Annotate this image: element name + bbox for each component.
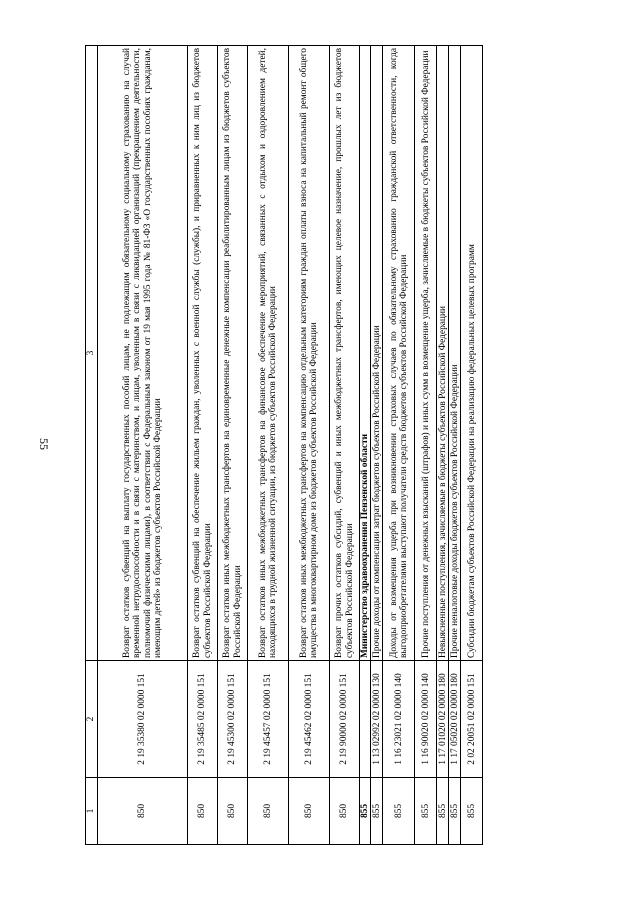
description-cell: Прочие поступления от денежных взысканий (штрафов) и иных сумм в возмещение ущерба, зачисляемые в бюджеты субъектов Российской Федерации (415, 46, 437, 661)
budget-code-cell: 1 13 02992 02 0000 130 (371, 661, 383, 778)
budget-code-cell: 2 19 35380 02 0000 151 (98, 661, 188, 778)
table-row (461, 46, 483, 845)
table-row (218, 46, 248, 845)
revenue-codes-table (85, 45, 483, 845)
admin-code-cell: 850 (248, 778, 289, 845)
budget-code-cell: 2 19 45462 02 0000 151 (289, 661, 330, 778)
description-cell: Возврат остатков иных межбюджетных трансфертов на финансовое обеспечение мероприятий, связанных с отдыхом и оздоровлением детей, находящихся в трудной жизненной ситуации, из бюджетов субъектов Российской Федерации (248, 46, 289, 661)
admin-code-cell: 850 (330, 778, 360, 845)
header-col-2: 2 (86, 661, 98, 778)
description-cell: Возврат остатков иных межбюджетных трансфертов на компенсацию отдельным категориям граждан оплаты взноса на капитальный ремонт общего имущества в многоквартирном доме из бюджетов субъектов Российской Федерации (289, 46, 330, 661)
budget-code-cell: 1 16 23021 02 0000 140 (383, 661, 415, 778)
table-row (98, 46, 188, 845)
admin-code-cell: 855 (415, 778, 437, 845)
header-col-1: 1 (86, 778, 98, 845)
budget-code-cell: 1 17 05020 02 0000 180 (449, 661, 461, 778)
description-cell: Невыясненные поступления, зачисляемые в бюджеты субъектов Российской Федерации (437, 46, 449, 661)
description-cell: Возврат остатков субвенций на обеспечение жильем граждан, уволенных с военной службы (службы), и приравненных к ним лиц из бюджетов субъектов Российской Федерации (188, 46, 218, 661)
budget-code-cell (360, 661, 371, 778)
table-row (371, 46, 383, 845)
description-cell: Субсидии бюджетам субъектов Российской Федерации на реализацию федеральных целевых программ (461, 46, 483, 661)
admin-code-cell: 855 (371, 778, 383, 845)
table-row (248, 46, 289, 845)
admin-code-cell: 855 (461, 778, 483, 845)
table-row (383, 46, 415, 845)
budget-code-cell: 2 19 35485 02 0000 151 (188, 661, 218, 778)
admin-code-cell: 855 (437, 778, 449, 845)
budget-code-cell: 2 19 45300 02 0000 151 (218, 661, 248, 778)
admin-code-cell: 855 (383, 778, 415, 845)
page-number: 55 (37, 438, 51, 450)
rotated-table-wrapper (85, 45, 538, 845)
table-header-row (86, 46, 98, 845)
budget-code-cell: 1 17 01020 02 0000 180 (437, 661, 449, 778)
table-row (415, 46, 437, 845)
table-row (289, 46, 330, 845)
budget-code-cell: 2 02 20051 02 0000 151 (461, 661, 483, 778)
description-cell: Возврат остатков иных межбюджетных трансфертов на единовременные денежные компенсации реабилитированным лицам из бюджетов субъектов Российской Федерации (218, 46, 248, 661)
admin-code-cell: 850 (98, 778, 188, 845)
admin-code-cell: 855 (360, 778, 371, 845)
admin-code-cell: 855 (449, 778, 461, 845)
budget-code-cell: 2 19 90000 02 0000 151 (330, 661, 360, 778)
header-col-3: 3 (86, 46, 98, 661)
description-cell: Возврат прочих остатков субсидий, субвенций и иных межбюджетных трансфертов, имеющих целевое назначение, прошлых лет из бюджетов субъектов Российской Федерации (330, 46, 360, 661)
table-row (437, 46, 449, 845)
description-cell: Прочие неналоговые доходы бюджетов субъектов Российской Федерации (449, 46, 461, 661)
description-cell: Доходы от возмещения ущерба при возникновении страховых случаев по обязательному страхованию гражданской ответственности, когда выгодоприобретателями выступают получатели средств бюджетов субъектов Российской Федерации (383, 46, 415, 661)
table-row (330, 46, 360, 845)
budget-code-cell: 2 19 45457 02 0000 151 (248, 661, 289, 778)
admin-code-cell: 850 (188, 778, 218, 845)
admin-code-cell: 850 (218, 778, 248, 845)
description-cell: Прочие доходы от компенсации затрат бюджетов субъектов Российской Федерации (371, 46, 383, 661)
description-cell: Возврат остатков субвенций на выплату государственных пособий лицам, не подлежащим обязательному социальному страхованию на случай временной нетрудоспособности и в связи с материнством, и лицам, уволенным в связи с ликвидацией организаций (прекращением деятельности, полномочий физическими лицами), в соответствии с Федеральным законом от 19 мая 1995 года № 81-ФЗ «О государственных пособиях гражданам, имеющим детей» из бюджетов субъектов Российской Федерации (98, 46, 188, 661)
admin-code-cell: 850 (289, 778, 330, 845)
description-cell: Министерство здравоохранения Пензенской области (360, 46, 371, 661)
table-row (449, 46, 461, 845)
section-row (360, 46, 371, 845)
budget-code-cell: 1 16 90020 02 0000 140 (415, 661, 437, 778)
table-row (188, 46, 218, 845)
